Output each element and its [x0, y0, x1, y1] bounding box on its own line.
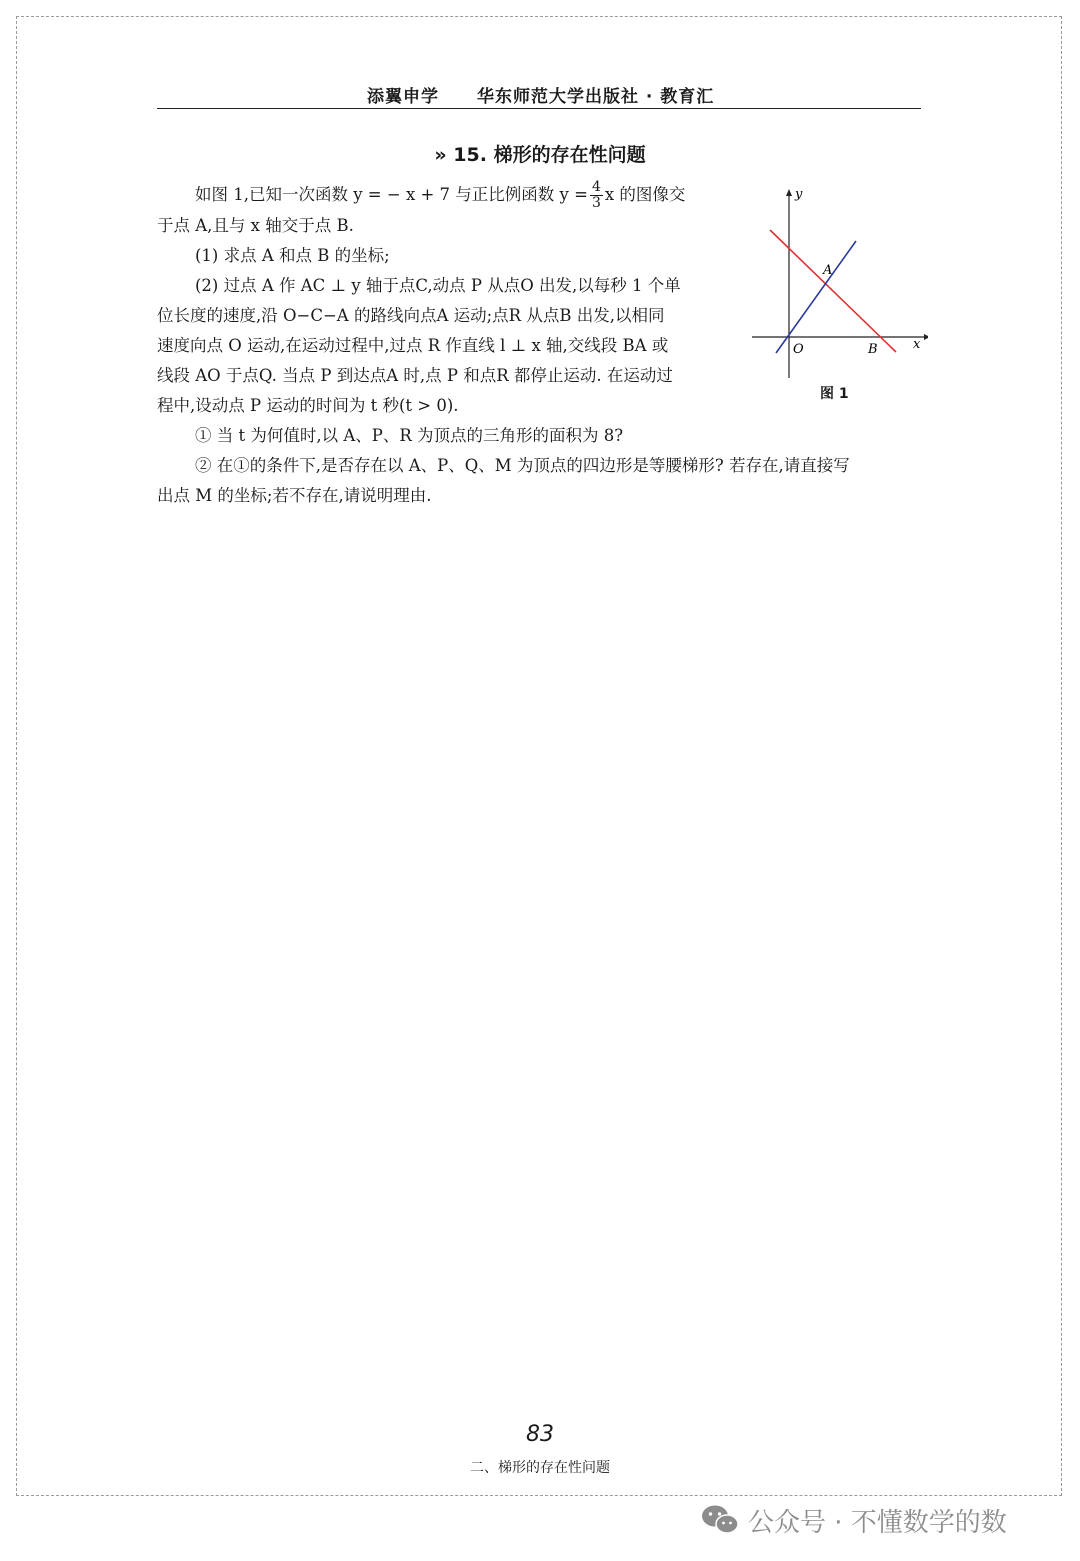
label-point-a: A [823, 263, 833, 278]
question-2-line-2: 出点 M 的坐标;若不存在,请说明理由. [157, 486, 432, 505]
section-title: » 15. 梯形的存在性问题 [434, 144, 646, 166]
intro-part-b: x 的图像交 [604, 185, 686, 204]
x-axis-arrow [924, 334, 928, 340]
part-2-line-5: 程中,设动点 P 运动的时间为 t 秒(t > 0). [157, 396, 459, 415]
label-point-b: B [868, 342, 878, 357]
part-2-line-2: 位长度的速度,沿 O−C−A 的路线向点A 运动;点R 从点B 出发,以相同 [157, 306, 665, 325]
footer-chapter: 二、梯形的存在性问题 [470, 1460, 610, 1476]
figure-1 [748, 180, 928, 405]
question-2-line-1: ② 在①的条件下,是否存在以 A、P、Q、M 为顶点的四边形是等腰梯形? 若存在,请直接写 [195, 456, 850, 475]
header-right: 华东师范大学出版社 · 教育汇 [477, 87, 715, 107]
part-2-line-4: 线段 AO 于点Q. 当点 P 到达点A 时,点 P 和点R 都停止运动. 在运动过 [157, 366, 673, 385]
label-y: y [795, 187, 803, 202]
running-header [157, 80, 921, 109]
problem-line-2: 于点 A,且与 x 轴交于点 B. [157, 216, 354, 235]
watermark [700, 1500, 1007, 1540]
part-2-line-3: 速度向点 O 运动,在运动过程中,过点 R 作直线 l ⊥ x 轴,交线段 BA 或 [157, 336, 669, 355]
fraction [590, 180, 603, 211]
wechat-icon [700, 1503, 740, 1537]
header-left: 添翼申学 [367, 87, 439, 107]
label-x: x [913, 337, 921, 352]
intro-part-a: 如图 1,已知一次函数 y = − x + 7 与正比例函数 y = [195, 185, 588, 204]
y-axis-arrow [786, 189, 792, 196]
fraction-denominator: 3 [591, 195, 601, 211]
label-origin: O [793, 342, 804, 357]
watermark-text: 公众号 · 不懂数学的数 [748, 1507, 1007, 1538]
coordinate-diagram [748, 180, 928, 380]
part-1: (1) 求点 A 和点 B 的坐标; [195, 246, 390, 265]
fraction-numerator: 4 [591, 179, 601, 195]
figure-caption: 图 1 [820, 386, 849, 402]
part-2-line-1: (2) 过点 A 作 AC ⊥ y 轴于点C,动点 P 从点O 出发,以每秒 1 个单 [195, 276, 681, 295]
question-1: ① 当 t 为何值时,以 A、P、R 为顶点的三角形的面积为 8? [195, 426, 624, 445]
page-number: 83 [526, 1422, 554, 1447]
line-y-4-3-x [776, 241, 856, 353]
